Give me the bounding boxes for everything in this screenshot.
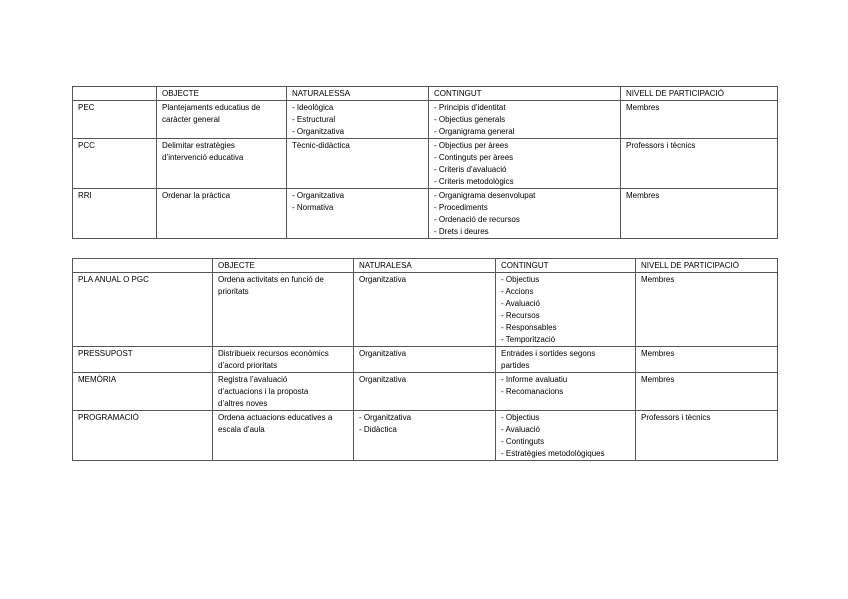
contingut-line: Entrades i sortides segons [501, 349, 596, 358]
header-objecte: OBJECTE [213, 259, 354, 273]
row-label: MEMÒRIA [78, 375, 117, 384]
table-row [73, 347, 778, 373]
contingut-line: - Continguts [501, 437, 545, 446]
table-header-row [73, 259, 778, 273]
naturalessa-cell [287, 189, 429, 239]
objecte-line: d’altres noves [218, 399, 268, 408]
contingut-line: - Accions [501, 287, 534, 296]
objecte-cell [157, 189, 287, 239]
naturalessa-line: Organitzativa [359, 375, 407, 384]
contingut-line: - Objectius per àrees [434, 141, 509, 150]
naturalessa-line: Organitzativa [359, 275, 407, 284]
table-row [73, 101, 778, 139]
nivell-value: Membres [626, 103, 660, 112]
contingut-cell [429, 189, 621, 239]
objecte-line: Ordena activitats en funció de [218, 275, 324, 284]
objecte-cell [213, 273, 354, 347]
header-objecte: OBJECTE [157, 87, 287, 101]
objecte-line: d’actuacions i la proposta [218, 387, 309, 396]
objecte-line: Delimitar estratègies [162, 141, 235, 150]
objecte-line: caràcter general [162, 115, 220, 124]
nivell-cell [621, 189, 778, 239]
table-body [73, 273, 778, 461]
contingut-line: - Criteris d’avaluació [434, 165, 507, 174]
row-label-cell [73, 101, 157, 139]
contingut-cell [496, 373, 636, 411]
naturalessa-cell [354, 273, 496, 347]
objecte-line: prioritats [218, 287, 249, 296]
row-label-cell [73, 189, 157, 239]
contingut-cell [496, 411, 636, 461]
naturalessa-line: - Didàctica [359, 425, 397, 434]
nivell-value: Professors i tècnics [641, 413, 711, 422]
nivell-value: Professors i tècnics [626, 141, 696, 150]
nivell-cell [636, 273, 778, 347]
header-contingut: CONTINGUT [429, 87, 621, 101]
contingut-line: - Organigrama general [434, 127, 515, 136]
row-label: PROGRAMACIÓ [78, 413, 139, 422]
table-body [73, 101, 778, 239]
header-naturalesa: NATURALESA [354, 259, 496, 273]
row-label: PLA ANUAL O PGC [78, 275, 149, 284]
row-label: RRI [78, 191, 92, 200]
naturalessa-cell [354, 373, 496, 411]
row-label-cell [73, 139, 157, 189]
nivell-cell [621, 101, 778, 139]
header-contingut: CONTINGUT [496, 259, 636, 273]
objecte-line: d’acord prioritats [218, 361, 278, 370]
nivell-value: Membres [626, 191, 660, 200]
contingut-line: - Responsables [501, 323, 557, 332]
table-row [73, 273, 778, 347]
objecte-line: escala d’aula [218, 425, 265, 434]
contingut-line: - Ordenació de recursos [434, 215, 520, 224]
contingut-cell [429, 101, 621, 139]
naturalessa-line: - Organitzativa [359, 413, 412, 422]
objecte-cell [213, 411, 354, 461]
contingut-line: - Criteris metodològics [434, 177, 514, 186]
nivell-value: Membres [641, 275, 675, 284]
naturalessa-cell [354, 347, 496, 373]
header-naturalessa: NATURALESSA [287, 87, 429, 101]
objecte-line: d’intervenció educativa [162, 153, 244, 162]
nivell-cell [636, 411, 778, 461]
row-label-cell [73, 273, 213, 347]
objecte-line: Registra l’avaluació [218, 375, 288, 384]
row-label-cell [73, 373, 213, 411]
contingut-line: - Estratègies metodològiques [501, 449, 605, 458]
naturalessa-line: Organitzativa [359, 349, 407, 358]
contingut-line: - Drets i deures [434, 227, 489, 236]
naturalessa-cell [287, 139, 429, 189]
contingut-line: - Temporització [501, 335, 556, 344]
contingut-line: - Objectius generals [434, 115, 506, 124]
contingut-line: - Continguts per àrees [434, 153, 514, 162]
naturalessa-line: - Organitzativa [292, 191, 345, 200]
naturalessa-line: - Normativa [292, 203, 334, 212]
contingut-line: partides [501, 361, 530, 370]
objecte-cell [213, 347, 354, 373]
header-nivell: NIVELL DE PARTICIPACIÓ [621, 87, 778, 101]
row-label: PEC [78, 103, 95, 112]
naturalessa-line: - Ideològica [292, 103, 334, 112]
naturalessa-line: Tècnic-didàctica [292, 141, 350, 150]
objecte-line: Ordenar la pràctica [162, 191, 231, 200]
header-empty [73, 259, 213, 273]
annual-documents-table [72, 258, 778, 461]
contingut-line: - Organigrama desenvolupat [434, 191, 536, 200]
contingut-line: - Recursos [501, 311, 540, 320]
contingut-line: - Avaluació [501, 299, 540, 308]
contingut-line: - Recomanacions [501, 387, 564, 396]
naturalessa-line: - Estructural [292, 115, 336, 124]
nivell-cell [621, 139, 778, 189]
table-row [73, 189, 778, 239]
contingut-line: - Informe avaluatiu [501, 375, 568, 384]
contingut-line: - Avaluació [501, 425, 540, 434]
contingut-line: - Principis d’identitat [434, 103, 506, 112]
objecte-line: Distribueix recursos econòmics [218, 349, 329, 358]
row-label: PCC [78, 141, 95, 150]
contingut-cell [496, 273, 636, 347]
objecte-cell [157, 101, 287, 139]
planning-documents-table [72, 86, 778, 239]
naturalessa-cell [287, 101, 429, 139]
table-row [73, 411, 778, 461]
table-row [73, 139, 778, 189]
objecte-cell [213, 373, 354, 411]
objecte-line: Plantejaments educatius de [162, 103, 261, 112]
nivell-value: Membres [641, 375, 675, 384]
naturalessa-line: - Organitzativa [292, 127, 345, 136]
table-row [73, 373, 778, 411]
objecte-cell [157, 139, 287, 189]
naturalessa-cell [354, 411, 496, 461]
table-header-row [73, 87, 778, 101]
nivell-cell [636, 347, 778, 373]
contingut-line: - Procediments [434, 203, 488, 212]
row-label-cell [73, 411, 213, 461]
contingut-cell [496, 347, 636, 373]
contingut-line: - Objectius [501, 275, 540, 284]
nivell-cell [636, 373, 778, 411]
header-nivell: NIVELL DE PARTICIPACIÓ [636, 259, 778, 273]
objecte-line: Ordena actuacions educatives a [218, 413, 333, 422]
contingut-cell [429, 139, 621, 189]
row-label: PRESSUPOST [78, 349, 133, 358]
nivell-value: Membres [641, 349, 675, 358]
row-label-cell [73, 347, 213, 373]
contingut-line: - Objectius [501, 413, 540, 422]
header-empty [73, 87, 157, 101]
